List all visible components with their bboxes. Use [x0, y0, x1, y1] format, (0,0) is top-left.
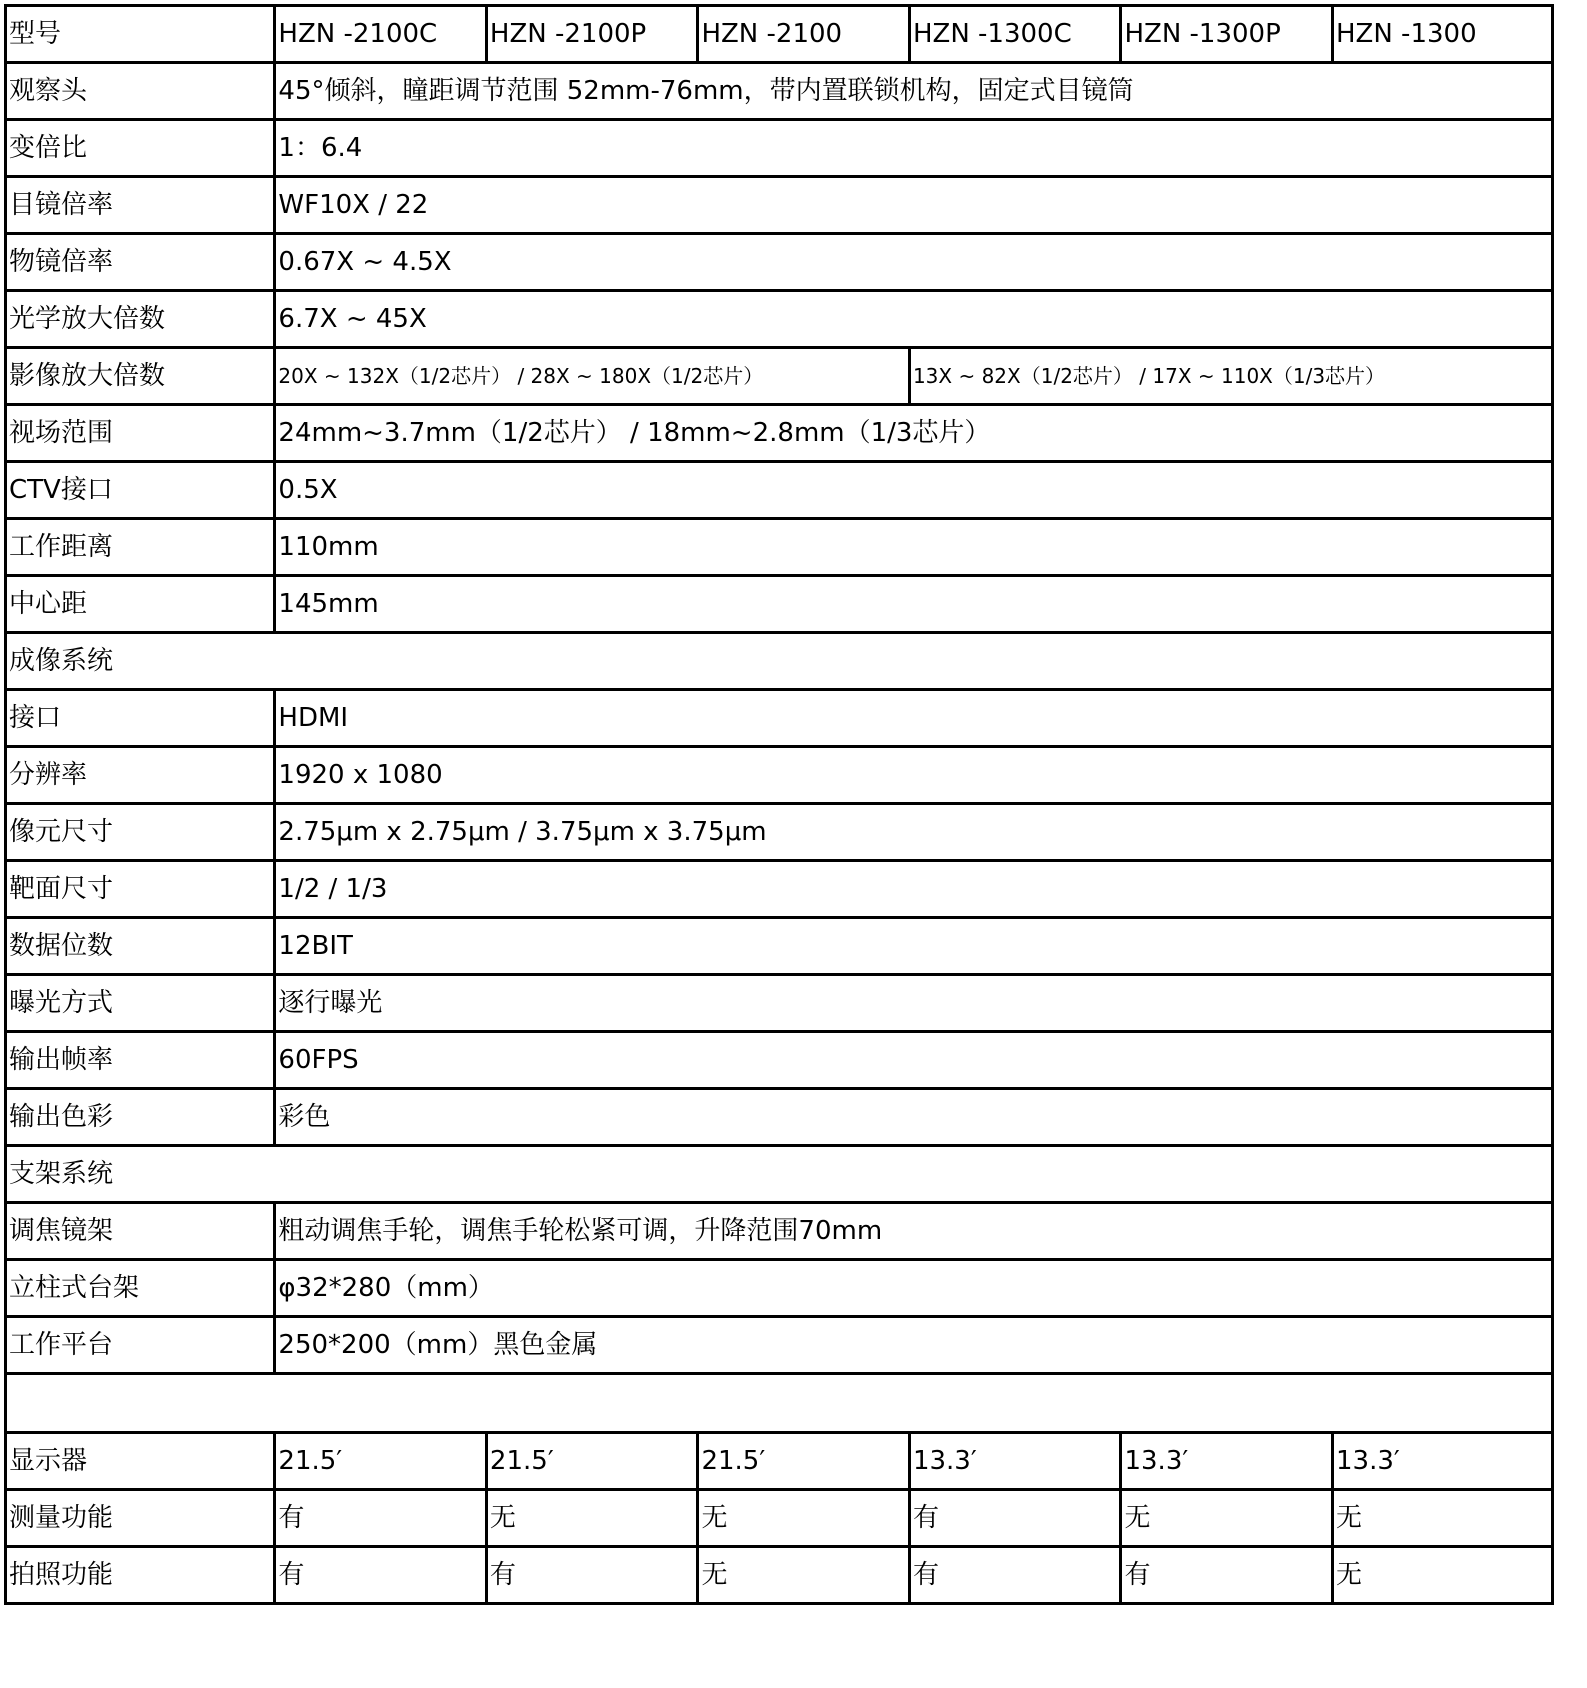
- table-row: [6, 690, 1553, 747]
- table-row: [6, 63, 1553, 120]
- row-value: 24mm~3.7mm（1/2芯片） / 18mm~2.8mm（1/3芯片）: [275, 405, 1553, 462]
- table-row: [6, 1490, 1553, 1547]
- model-cell: 有: [275, 1490, 487, 1547]
- row-value: 1：6.4: [275, 120, 1553, 177]
- model-name: HZN -2100P: [486, 6, 698, 63]
- row-value: 1920 x 1080: [275, 747, 1553, 804]
- table-row: [6, 462, 1553, 519]
- row-label: 显示器: [6, 1433, 275, 1490]
- model-cell: 有: [909, 1490, 1121, 1547]
- row-value: 逐行曝光: [275, 975, 1553, 1032]
- row-value: 2.75μm x 2.75μm / 3.75μm x 3.75μm: [275, 804, 1553, 861]
- table-row: [6, 519, 1553, 576]
- row-value: 60FPS: [275, 1032, 1553, 1089]
- row-value: 0.5X: [275, 462, 1553, 519]
- table-row: [6, 348, 1553, 405]
- model-name: HZN -2100C: [275, 6, 487, 63]
- model-name: HZN -2100: [698, 6, 910, 63]
- header-label: 型号: [6, 6, 275, 63]
- row-label: 视场范围: [6, 405, 275, 462]
- row-label: 曝光方式: [6, 975, 275, 1032]
- table-row: [6, 1317, 1553, 1374]
- row-value: 彩色: [275, 1089, 1553, 1146]
- table-row: [6, 633, 1553, 690]
- model-cell: 有: [275, 1547, 487, 1604]
- section-heading: 成像系统: [6, 633, 1553, 690]
- model-cell: 13.3′: [1121, 1433, 1333, 1490]
- row-label: 像元尺寸: [6, 804, 275, 861]
- table-row: [6, 177, 1553, 234]
- row-label: 光学放大倍数: [6, 291, 275, 348]
- row-label: 中心距: [6, 576, 275, 633]
- row-label: 物镜倍率: [6, 234, 275, 291]
- row-value: φ32*280（mm）: [275, 1260, 1553, 1317]
- row-value-1300-series: 13X ~ 82X（1/2芯片） / 17X ~ 110X（1/3芯片）: [909, 348, 1552, 405]
- table-row: [6, 1547, 1553, 1604]
- row-label: 工作距离: [6, 519, 275, 576]
- row-label: 输出色彩: [6, 1089, 275, 1146]
- row-value: 0.67X ~ 4.5X: [275, 234, 1553, 291]
- spec-table: [4, 4, 1554, 1605]
- row-value: 145mm: [275, 576, 1553, 633]
- row-label: 立柱式台架: [6, 1260, 275, 1317]
- model-cell: 有: [486, 1547, 698, 1604]
- row-value: 45°倾斜，瞳距调节范围 52mm-76mm，带内置联锁机构，固定式目镜筒: [275, 63, 1553, 120]
- row-value: 12BIT: [275, 918, 1553, 975]
- row-label: 调焦镜架: [6, 1203, 275, 1260]
- row-value: 110mm: [275, 519, 1553, 576]
- spec-table-body: [6, 6, 1553, 1604]
- row-value: 1/2 / 1/3: [275, 861, 1553, 918]
- model-cell: 13.3′: [1332, 1433, 1552, 1490]
- row-label: 输出帧率: [6, 1032, 275, 1089]
- table-row: [6, 861, 1553, 918]
- row-label: 变倍比: [6, 120, 275, 177]
- row-label: 观察头: [6, 63, 275, 120]
- table-row: [6, 405, 1553, 462]
- model-cell: 无: [698, 1490, 910, 1547]
- row-label: 拍照功能: [6, 1547, 275, 1604]
- table-row: [6, 1374, 1553, 1433]
- row-value: 6.7X ~ 45X: [275, 291, 1553, 348]
- table-row: [6, 747, 1553, 804]
- table-row: [6, 120, 1553, 177]
- table-row: [6, 918, 1553, 975]
- row-value-2100-series: 20X ~ 132X（1/2芯片） / 28X ~ 180X（1/2芯片）: [275, 348, 910, 405]
- row-label: 目镜倍率: [6, 177, 275, 234]
- row-value: 250*200（mm）黑色金属: [275, 1317, 1553, 1374]
- model-cell: 21.5′: [698, 1433, 910, 1490]
- model-cell: 无: [698, 1547, 910, 1604]
- model-name: HZN -1300P: [1121, 6, 1333, 63]
- row-label: 测量功能: [6, 1490, 275, 1547]
- table-row: [6, 1433, 1553, 1490]
- row-value: WF10X / 22: [275, 177, 1553, 234]
- blank-row-cell: [6, 1374, 1553, 1433]
- model-name: HZN -1300: [1332, 6, 1552, 63]
- table-row: [6, 975, 1553, 1032]
- table-row: [6, 234, 1553, 291]
- row-value: 粗动调焦手轮，调焦手轮松紧可调，升降范围70mm: [275, 1203, 1553, 1260]
- table-header-row: [6, 6, 1553, 63]
- model-cell: 有: [909, 1547, 1121, 1604]
- model-cell: 21.5′: [275, 1433, 487, 1490]
- row-label: 工作平台: [6, 1317, 275, 1374]
- model-cell: 无: [1121, 1490, 1333, 1547]
- table-row: [6, 804, 1553, 861]
- model-cell: 21.5′: [486, 1433, 698, 1490]
- row-value: HDMI: [275, 690, 1553, 747]
- model-cell: 有: [1121, 1547, 1333, 1604]
- section-heading: 支架系统: [6, 1146, 1553, 1203]
- row-label: 影像放大倍数: [6, 348, 275, 405]
- row-label: CTV接口: [6, 462, 275, 519]
- model-name: HZN -1300C: [909, 6, 1121, 63]
- table-row: [6, 576, 1553, 633]
- row-label: 接口: [6, 690, 275, 747]
- model-cell: 无: [1332, 1547, 1552, 1604]
- row-label: 分辨率: [6, 747, 275, 804]
- table-row: [6, 1089, 1553, 1146]
- row-label: 靶面尺寸: [6, 861, 275, 918]
- table-row: [6, 1146, 1553, 1203]
- model-cell: 无: [1332, 1490, 1552, 1547]
- model-cell: 无: [486, 1490, 698, 1547]
- model-cell: 13.3′: [909, 1433, 1121, 1490]
- row-label: 数据位数: [6, 918, 275, 975]
- table-row: [6, 291, 1553, 348]
- table-row: [6, 1260, 1553, 1317]
- table-row: [6, 1032, 1553, 1089]
- table-row: [6, 1203, 1553, 1260]
